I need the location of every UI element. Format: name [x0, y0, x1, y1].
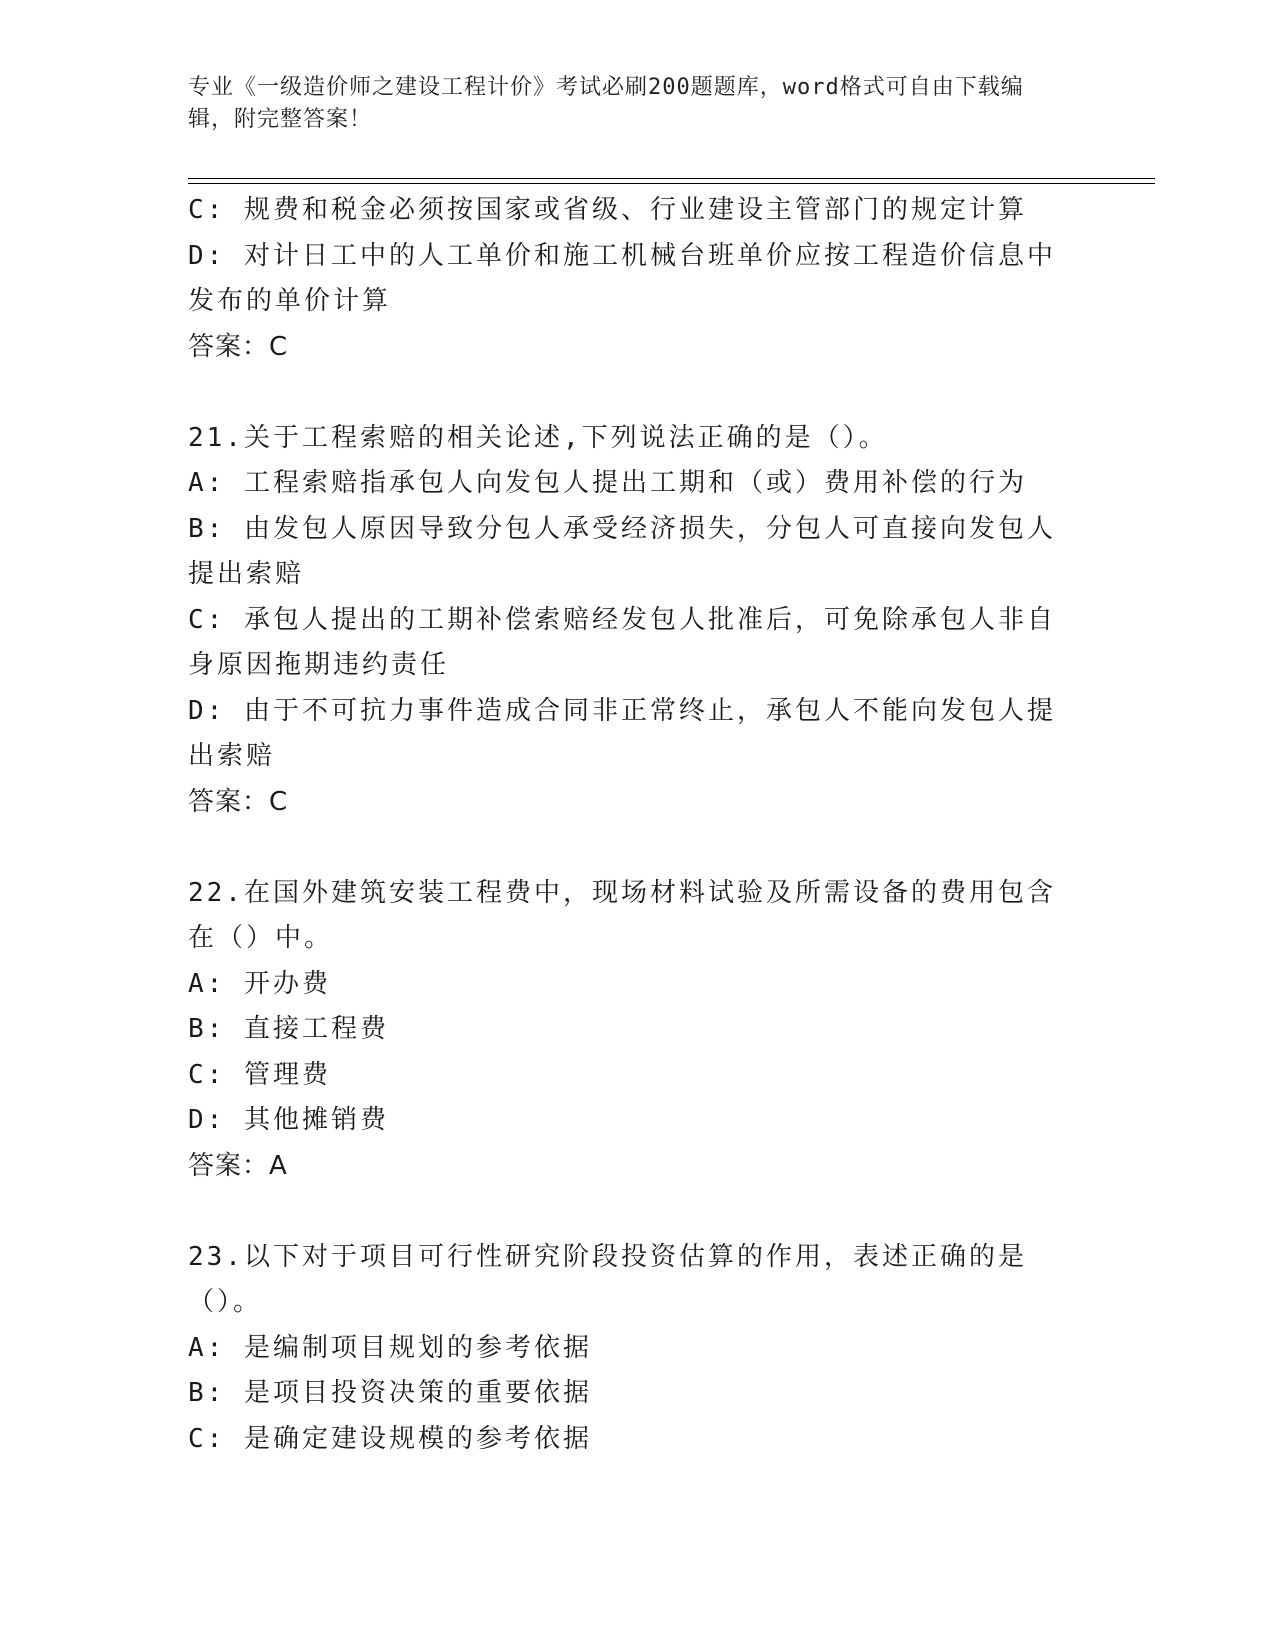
option-a: A: 是编制项目规划的参考依据 [188, 1332, 592, 1363]
question-text: 22.在国外建筑安装工程费中，现场材料试验及所需设备的费用包含在（）中。 [188, 877, 1056, 953]
option-c: C: 是确定建设规模的参考依据 [188, 1423, 592, 1454]
spacer [188, 825, 1068, 871]
option-d: D: 对计日工中的人工单价和施工机械台班单价应按工程造价信息中发布的单价计算 [188, 240, 1056, 316]
header-rule-top [188, 178, 1155, 179]
question-text: 21.关于工程索赔的相关论述,下列说法正确的是（）。 [188, 422, 888, 453]
question-21 [188, 416, 1068, 826]
spacer [188, 370, 1068, 416]
answer: 答案：A [188, 1150, 288, 1181]
option-d: D: 由于不可抗力事件造成合同非正常终止，承包人不能向发包人提出索赔 [188, 695, 1056, 771]
question-content [188, 188, 1068, 1462]
option-b: B: 直接工程费 [188, 1014, 389, 1044]
option-b: B: 是项目投资决策的重要依据 [188, 1378, 592, 1408]
header-rule-bottom [188, 183, 1155, 184]
document-header: 专业《一级造价师之建设工程计价》考试必刷200题题库，word格式可自由下载编辑，附完整答案！ [188, 75, 1024, 132]
question-text: 23.以下对于项目可行性研究阶段投资估算的作用，表述正确的是（）。 [188, 1241, 1027, 1317]
question-23 [188, 1235, 1068, 1463]
option-c: C: 管理费 [188, 1059, 331, 1090]
spacer [188, 1189, 1068, 1235]
option-d: D: 其他摊销费 [188, 1105, 389, 1135]
question-22 [188, 871, 1068, 1190]
answer: 答案：C [188, 786, 289, 817]
option-c: C: 承包人提出的工期补偿索赔经发包人批准后，可免除承包人非自身原因拖期违约责任 [188, 604, 1056, 680]
question-20-tail [188, 188, 1068, 370]
answer: 答案：C [188, 331, 289, 362]
option-a: A: 工程索赔指承包人向发包人提出工期和（或）费用补偿的行为 [188, 468, 1027, 498]
option-b: B: 由发包人原因导致分包人承受经济损失，分包人可直接向发包人提出索赔 [188, 513, 1056, 589]
option-a: A: 开办费 [188, 968, 331, 999]
option-c: C: 规费和税金必须按国家或省级、行业建设主管部门的规定计算 [188, 195, 1027, 225]
